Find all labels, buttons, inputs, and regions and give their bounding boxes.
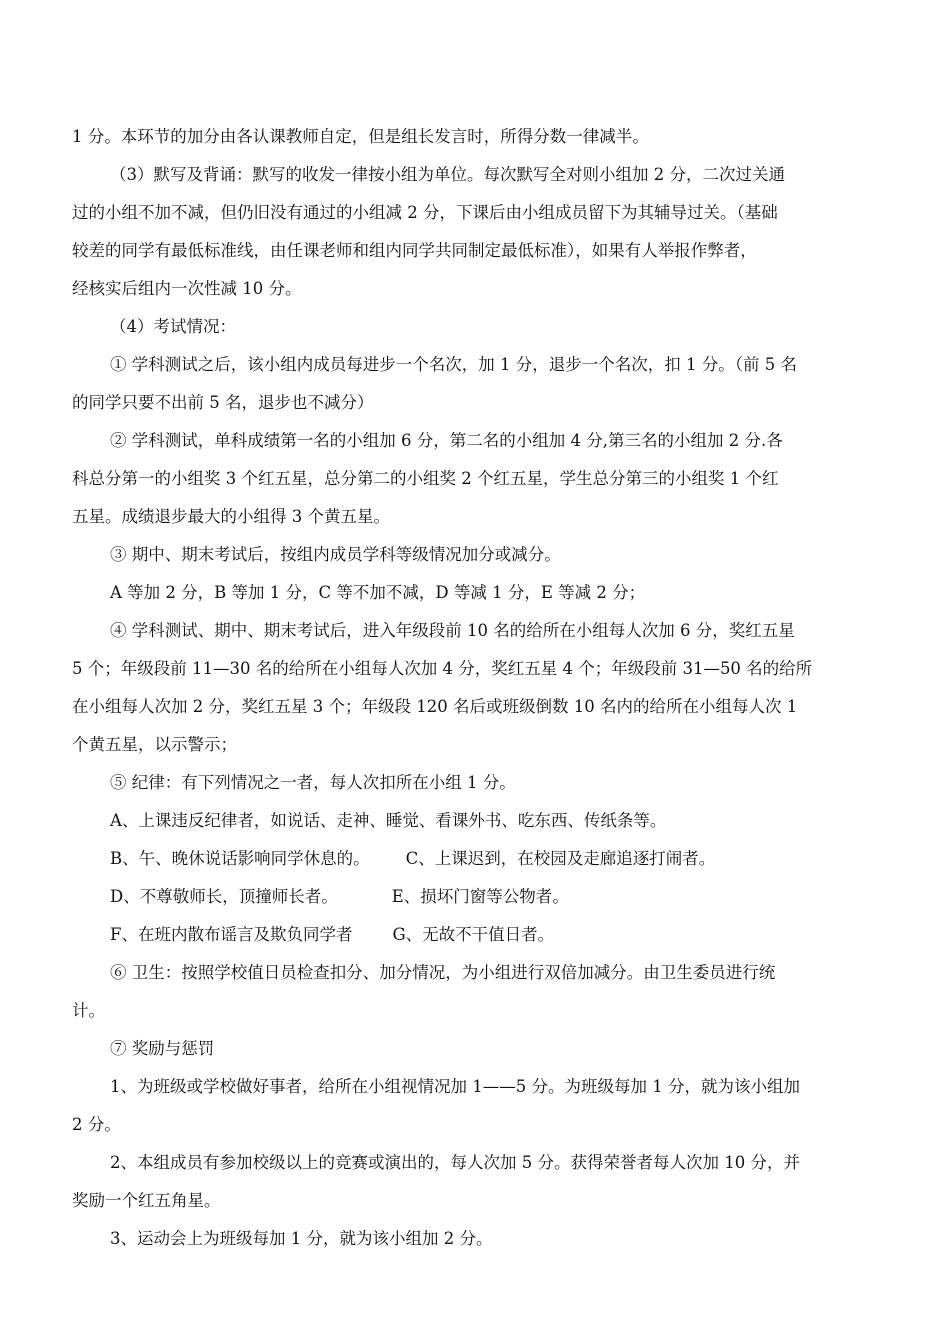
text-line: 五星。成绩退步最大的小组得 3 个黄五星。 [72, 507, 390, 526]
text-item: B、午、晚休说话影响同学休息的。 [110, 849, 370, 868]
text-line: 过的小组不加不减，但仍旧没有通过的小组减 2 分，下课后由小组成员留下为其辅导过关。（基础 [72, 203, 778, 222]
text-item: D、不尊敬师长，顶撞师长者。 [110, 887, 338, 906]
text-line: 1 分。本环节的加分由各认课教师自定，但是组长发言时，所得分数一律减半。 [72, 127, 649, 146]
text-line: ② 学科测试，单科成绩第一名的小组加 6 分，第二名的小组加 4 分,第三名的小组加 2 分.各 [110, 431, 783, 450]
text-line: 的同学只要不出前 5 名，退步也不减分） [72, 393, 374, 412]
text-line: ⑦ 奖励与惩罚 [110, 1039, 215, 1058]
text-line: 3、运动会上为班级每加 1 分，就为该小组加 2 分。 [110, 1229, 493, 1248]
text-item: F、在班内散布谣言及欺负同学者 [110, 925, 353, 944]
text-line: 计。 [72, 1001, 105, 1020]
text-line: ⑥ 卫生：按照学校值日员检查扣分、加分情况，为小组进行双倍加减分。由卫生委员进行统 [110, 963, 776, 982]
document-page [72, 118, 864, 1258]
text-line: A 等加 2 分，B 等加 1 分，C 等不加不减，D 等减 1 分，E 等减 2 分； [110, 583, 646, 602]
text-line: 2、本组成员有参加校级以上的竞赛或演出的，每人次加 5 分。获得荣誉者每人次加 10 分，并 [110, 1153, 800, 1172]
text-line: 个黄五星，以示警示； [72, 735, 237, 754]
document-body [72, 118, 864, 1258]
text-line: ⑤ 纪律：有下列情况之一者，每人次扣所在小组 1 分。 [110, 773, 516, 792]
text-item: G、无故不干值日者。 [392, 925, 555, 944]
text-line-pair [72, 840, 864, 878]
text-line: A、上课违反纪律者，如说话、走神、睡觉、看课外书、吃东西、传纸条等。 [110, 811, 667, 830]
text-line: 奖励一个红五角星。 [72, 1191, 221, 1210]
text-line: 1、为班级或学校做好事者，给所在小组视情况加 1——5 分。为班级每加 1 分，就为该小组加 [110, 1077, 800, 1096]
text-line: 在小组每人次加 2 分，奖红五星 3 个；年级段 120 名后或班级倒数 10 名内的给所在小组每人次 1 [72, 697, 798, 716]
text-line: 2 分。 [72, 1115, 121, 1134]
text-line: 较差的同学有最低标准线，由任课老师和组内同学共同制定最低标准），如果有人举报作弊者， [72, 241, 757, 260]
text-line: 科总分第一的小组奖 3 个红五星，总分第二的小组奖 2 个红五星，学生总分第三的小组奖 1 个红 [72, 469, 779, 488]
text-line: （3）默写及背诵：默写的收发一律按小组为单位。每次默写全对则小组加 2 分，二次过关通 [110, 165, 785, 184]
text-line: ④ 学科测试、期中、期末考试后，进入年级段前 10 名的给所在小组每人次加 6 分，奖红五星 [110, 621, 795, 640]
text-line: （4）考试情况： [110, 317, 236, 336]
text-item: E、损坏门窗等公物者。 [391, 887, 569, 906]
text-line-pair [72, 878, 864, 916]
text-line: ① 学科测试之后，该小组内成员每进步一个名次，加 1 分，退步一个名次，扣 1 分。（前 5 名 [110, 355, 797, 374]
text-line: 经核实后组内一次性减 10 分。 [72, 279, 302, 298]
text-line: 5 个；年级段前 11—30 名的给所在小组每人次加 4 分，奖红五星 4 个；年级段前 31—50 名的给所 [72, 659, 813, 678]
text-line-pair [72, 916, 864, 954]
text-item: C、上课迟到，在校园及走廊追逐打闹者。 [405, 849, 716, 868]
text-line: ③ 期中、期末考试后，按组内成员学科等级情况加分或减分。 [110, 545, 561, 564]
